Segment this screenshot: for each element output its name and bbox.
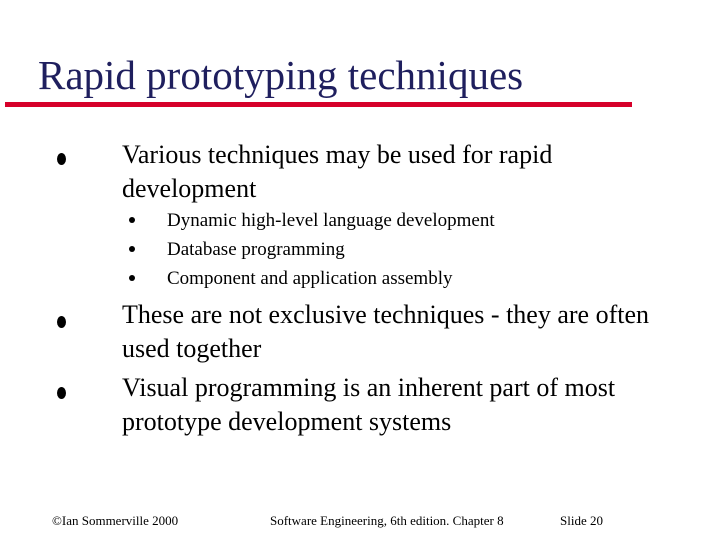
- sub-bullet-dot-icon: [129, 217, 135, 223]
- footer-book-reference: Software Engineering, 6th edition. Chapter 8: [270, 513, 504, 528]
- sub-bullet-text: Component and application assembly: [167, 268, 453, 289]
- slide-title: Rapid prototyping techniques: [38, 52, 524, 98]
- bullet-text: These are not exclusive techniques - they are often used together: [122, 300, 649, 363]
- title-underline: [5, 102, 632, 107]
- bullet-dot-icon: [57, 153, 66, 165]
- sub-bullet-item-2: [0, 235, 720, 264]
- sub-bullet-text: Dynamic high-level language development: [167, 210, 495, 231]
- bullet-dot-icon: [57, 387, 66, 399]
- sub-bullet-item-3: [0, 264, 720, 293]
- footer-copyright: ©Ian Sommerville 2000: [52, 513, 179, 528]
- footer-slide-number: Slide 20: [560, 513, 603, 528]
- sub-bullet-dot-icon: [129, 246, 135, 252]
- bullet-dot-icon: [57, 316, 66, 328]
- sub-bullet-item-1: [0, 206, 720, 235]
- bullet-text: Various techniques may be used for rapid development: [122, 140, 553, 203]
- sub-bullet-text: Database programming: [167, 239, 345, 260]
- bullet-text: Visual programming is an inherent part of most prototype development systems: [122, 373, 616, 436]
- sub-bullet-dot-icon: [129, 275, 135, 281]
